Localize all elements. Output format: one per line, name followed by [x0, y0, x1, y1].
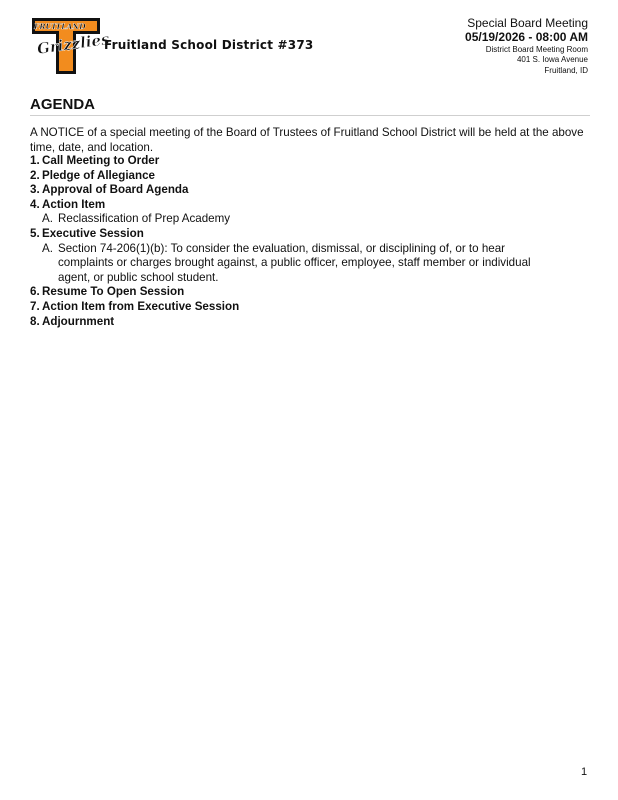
agenda-item-label: Executive Session — [42, 226, 144, 240]
agenda-item-label: Call Meeting to Order — [42, 154, 160, 167]
meeting-title: Special Board Meeting — [467, 16, 588, 30]
agenda-item-number: 3. — [30, 183, 40, 197]
location-room: District Board Meeting Room — [485, 44, 588, 54]
agenda-item — [30, 315, 590, 330]
agenda-item-number: 8. — [30, 314, 40, 328]
agenda-item-label: Pledge of Allegiance — [42, 168, 155, 182]
agenda-item-number: 6. — [30, 285, 40, 299]
agenda-item-number: 1. — [30, 154, 40, 167]
agenda-item-number: 5. — [30, 226, 40, 240]
fruitland-grizzlies-logo — [30, 14, 111, 78]
logo-top-text: FRUITLAND — [34, 22, 86, 31]
agenda-item-label: Adjournment — [42, 314, 115, 328]
agenda-subitem — [30, 242, 590, 286]
page-number: 1 — [581, 766, 588, 778]
agenda-item — [30, 285, 590, 300]
agenda-item-number: 4. — [30, 197, 40, 211]
agenda-item — [30, 154, 590, 169]
agenda-item — [30, 300, 590, 315]
agenda-item-number: 7. — [30, 299, 40, 313]
agenda-item — [30, 198, 590, 213]
agenda-subitem — [30, 212, 590, 227]
agenda-item-label: Action Item from Executive Session — [42, 299, 240, 313]
logo-graphic — [30, 14, 111, 78]
agenda-item — [30, 183, 590, 198]
meeting-info — [465, 17, 588, 77]
logo-script-text: Grizzlies — [35, 29, 111, 58]
heading-divider — [30, 115, 590, 116]
agenda-item-number: 2. — [30, 168, 40, 182]
agenda-subitem-text: Reclassification of Prep Academy — [58, 212, 231, 226]
meeting-datetime: 05/19/2026 - 08:00 AM — [465, 29, 588, 44]
agenda-item — [30, 169, 590, 184]
location-city: Fruitland, ID — [544, 66, 588, 76]
agenda-list — [30, 154, 590, 329]
agenda-item-label: Resume To Open Session — [42, 285, 185, 299]
district-name: Fruitland School District #373 — [104, 38, 314, 52]
agenda-item — [30, 227, 590, 242]
location-street: 401 S. Iowa Avenue — [516, 55, 588, 65]
agenda-item-label: Approval of Board Agenda — [42, 183, 189, 197]
document-header — [0, 0, 618, 86]
meeting-notice: A NOTICE of a special meeting of the Board of Trustees of Fruitland School District will be held at the above time, date, and location. — [30, 126, 584, 154]
agenda-subitem-letter: A. — [42, 212, 53, 226]
agenda-subitem-letter: A. — [42, 241, 53, 255]
agenda-subitem-text: Section 74-206(1)(b): To consider the evaluation, dismissal, or disciplining of, or to hear complaints or charges brought against, a public officer, employee, staff member or individual agent, or public school student. — [58, 241, 531, 284]
agenda-heading: AGENDA — [30, 96, 96, 113]
agenda-item-label: Action Item — [42, 197, 106, 211]
